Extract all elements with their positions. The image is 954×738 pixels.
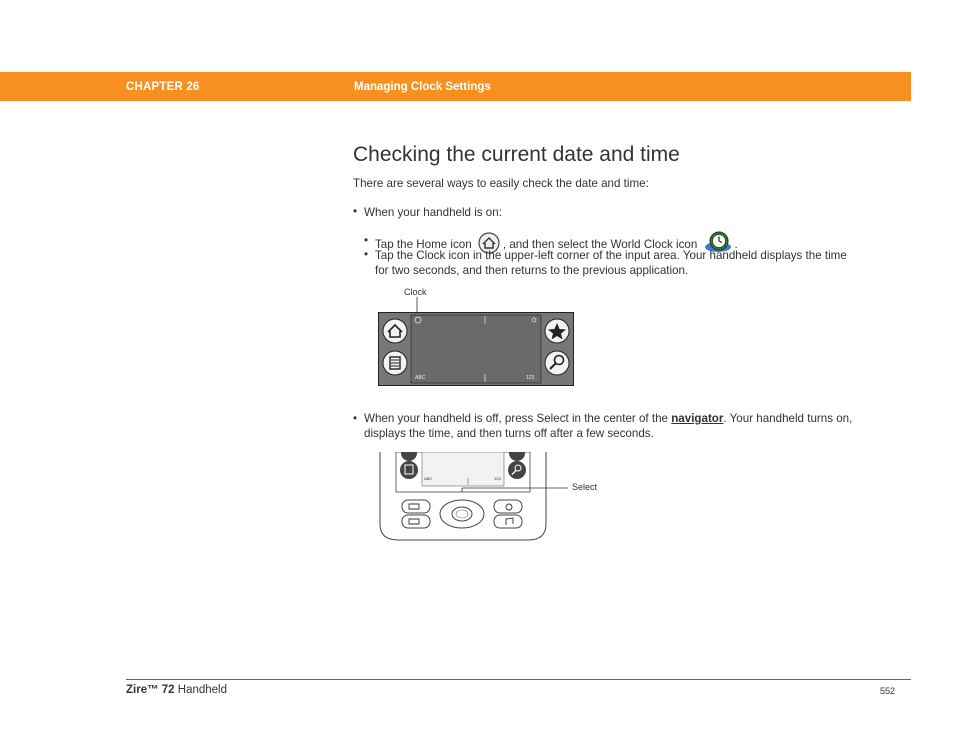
footer-product (126, 684, 227, 696)
app-button-music (494, 515, 522, 528)
sub-bullet-home-text-b: , and then select the World Clock icon (502, 238, 698, 251)
bullet-marker: • (353, 205, 358, 218)
page-number: 552 (880, 686, 896, 696)
footer-product-type: Handheld (174, 684, 228, 696)
sub-bullet-home-text-a: Tap the Home icon (375, 238, 472, 251)
abc-label: ABC (415, 375, 426, 381)
app-button-contacts (402, 515, 430, 528)
favorites-button-icon (545, 319, 569, 343)
home-button-icon (383, 319, 407, 343)
bullet-marker: • (353, 412, 358, 425)
chapter-label: CHAPTER 26 (126, 81, 200, 93)
svg-text:ABC: ABC (424, 476, 433, 481)
intro-text: There are several ways to easily check the date and time: (353, 177, 649, 190)
num-label: 123 (526, 375, 535, 381)
navigator-link[interactable]: navigator (671, 412, 724, 425)
bullet-handheld-off-text-a: When your handheld is off, press Select in the center of the (364, 412, 668, 425)
find-button-icon (545, 351, 569, 375)
footer-product-model: Zire™ 72 (126, 684, 175, 696)
select-button (452, 507, 472, 521)
bullet-handheld-off-line2: displays the time, and then turns off after a few seconds. (364, 427, 654, 440)
select-callout-label: Select (572, 482, 598, 492)
app-button-calendar (402, 500, 430, 513)
sub-bullet-clock-line2: for two seconds, and then returns to the previous application. (375, 264, 689, 277)
sub-bullet-clock-line1: Tap the Clock icon in the upper-left corner of the input area. Your handheld displays the time (375, 249, 847, 262)
menu-button-icon (383, 351, 407, 375)
sub-bullet-home-text-c: . (734, 238, 738, 251)
chapter-banner (0, 72, 911, 101)
svg-text:123: 123 (494, 476, 501, 481)
input-area-figure (378, 312, 574, 386)
footer-rule (126, 679, 911, 680)
select-callout-line (460, 480, 570, 496)
bullet-handheld-on: When your handheld is on: (364, 206, 502, 219)
app-button-media (494, 500, 522, 513)
chapter-title: Managing Clock Settings (354, 81, 491, 93)
bullet-handheld-off-line1 (364, 411, 852, 426)
bullet-handheld-off-text-b: . Your handheld turns on, (723, 412, 853, 425)
page-title: Checking the current date and time (353, 143, 680, 166)
bullet-marker: • (364, 248, 369, 261)
clock-callout-label: Clock (404, 287, 427, 297)
handheld-figure (378, 452, 548, 542)
bullet-marker: • (364, 234, 369, 247)
